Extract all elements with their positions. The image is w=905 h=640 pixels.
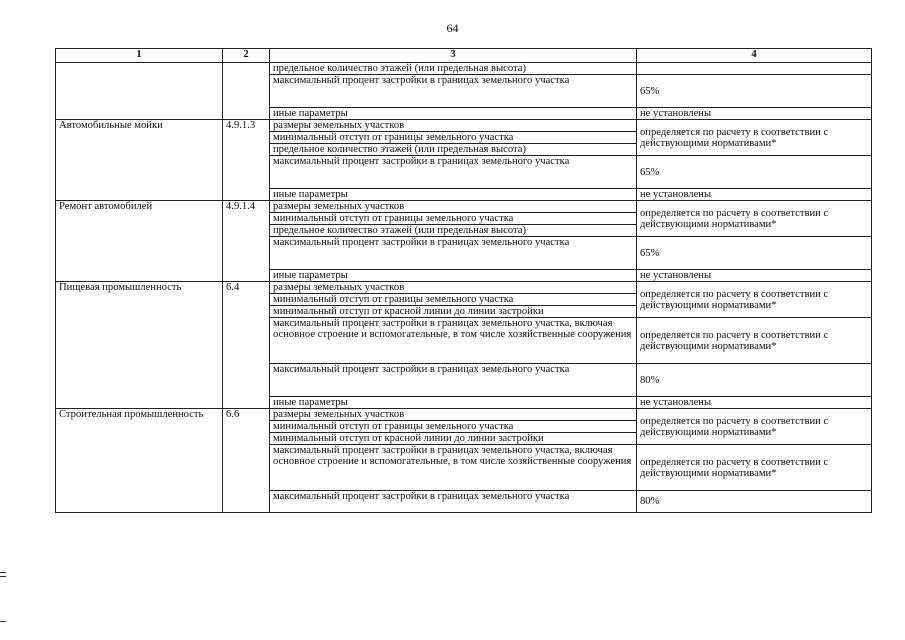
value-cell: 65% — [637, 237, 872, 270]
value-cell: определяется по расчету в соответствии с действующими нормативами* — [637, 120, 872, 156]
header-col-2: 2 — [223, 49, 270, 63]
use-name-cell: Автомобильные мойки — [56, 120, 223, 201]
param-cell: минимальный отступ от красной линии до линии застройки — [270, 433, 637, 445]
header-col-1: 1 — [56, 49, 223, 63]
page-number: 64 — [446, 21, 459, 35]
value-cell: 65% — [637, 156, 872, 189]
param-cell: предельное количество этажей (или предельная высота) — [270, 63, 637, 75]
use-name-cell: Ремонт автомобилей — [56, 201, 223, 282]
value-cell: не установлены — [637, 189, 872, 201]
param-cell: минимальный отступ от границы земельного участка — [270, 132, 637, 144]
value-cell: определяется по расчету в соответствии с действующими нормативами* — [637, 201, 872, 237]
value-cell: не установлены — [637, 397, 872, 409]
param-cell: минимальный отступ от красной линии до линии застройки — [270, 306, 637, 318]
table-row — [56, 120, 872, 132]
use-code-cell: 6.6 — [223, 409, 270, 513]
param-cell: максимальный процент застройки в границах земельного участка — [270, 364, 637, 397]
table-row — [56, 409, 872, 421]
use-name-cell — [56, 63, 223, 120]
value-cell: не установлены — [637, 108, 872, 120]
table-row — [56, 282, 872, 294]
use-name-cell: Строительная промышленность — [56, 409, 223, 513]
value-cell: не установлены — [637, 270, 872, 282]
use-code-cell: 4.9.1.4 — [223, 201, 270, 282]
param-cell: предельное количество этажей (или предельная высота) — [270, 225, 637, 237]
value-cell: определяется по расчету в соответствии с действующими нормативами* — [637, 445, 872, 491]
param-cell: иные параметры — [270, 108, 637, 120]
value-cell: 80% — [637, 364, 872, 397]
header-col-4: 4 — [637, 49, 872, 63]
param-cell: максимальный процент застройки в границах земельного участка — [270, 75, 637, 108]
param-cell: иные параметры — [270, 189, 637, 201]
margin-mark — [0, 576, 6, 577]
value-cell: определяется по расчету в соответствии с действующими нормативами* — [637, 318, 872, 364]
param-cell: минимальный отступ от границы земельного участка — [270, 421, 637, 433]
margin-mark — [0, 621, 6, 622]
header-row — [56, 49, 872, 63]
value-cell: определяется по расчету в соответствии с действующими нормативами* — [637, 409, 872, 445]
value-cell: 65% — [637, 75, 872, 108]
margin-mark — [0, 572, 6, 573]
param-cell: размеры земельных участков — [270, 282, 637, 294]
param-cell: максимальный процент застройки в границах земельного участка, включая основное строение и вспомогательные, в том числе хозяйственные сооружения — [270, 445, 637, 491]
table-row — [56, 201, 872, 213]
regulations-table — [55, 48, 872, 513]
value-cell — [637, 63, 872, 75]
param-cell: минимальный отступ от границы земельного участка — [270, 213, 637, 225]
use-code-cell: 6.4 — [223, 282, 270, 409]
param-cell: иные параметры — [270, 270, 637, 282]
param-cell: максимальный процент застройки в границах земельного участка, включая основное строение и вспомогательные, в том числе хозяйственные сооружения — [270, 318, 637, 364]
param-cell: минимальный отступ от границы земельного участка — [270, 294, 637, 306]
param-cell: максимальный процент застройки в границах земельного участка — [270, 156, 637, 189]
header-col-3: 3 — [270, 49, 637, 63]
param-cell: максимальный процент застройки в границах земельного участка — [270, 491, 637, 513]
use-name-cell: Пищевая промышленность — [56, 282, 223, 409]
use-code-cell — [223, 63, 270, 120]
value-cell: определяется по расчету в соответствии с действующими нормативами* — [637, 282, 872, 318]
param-cell: размеры земельных участков — [270, 409, 637, 421]
param-cell: предельное количество этажей (или предельная высота) — [270, 144, 637, 156]
param-cell: максимальный процент застройки в границах земельного участка — [270, 237, 637, 270]
value-cell: 80% — [637, 491, 872, 513]
param-cell: размеры земельных участков — [270, 201, 637, 213]
param-cell: размеры земельных участков — [270, 120, 637, 132]
param-cell: иные параметры — [270, 397, 637, 409]
use-code-cell: 4.9.1.3 — [223, 120, 270, 201]
table-row — [56, 63, 872, 75]
